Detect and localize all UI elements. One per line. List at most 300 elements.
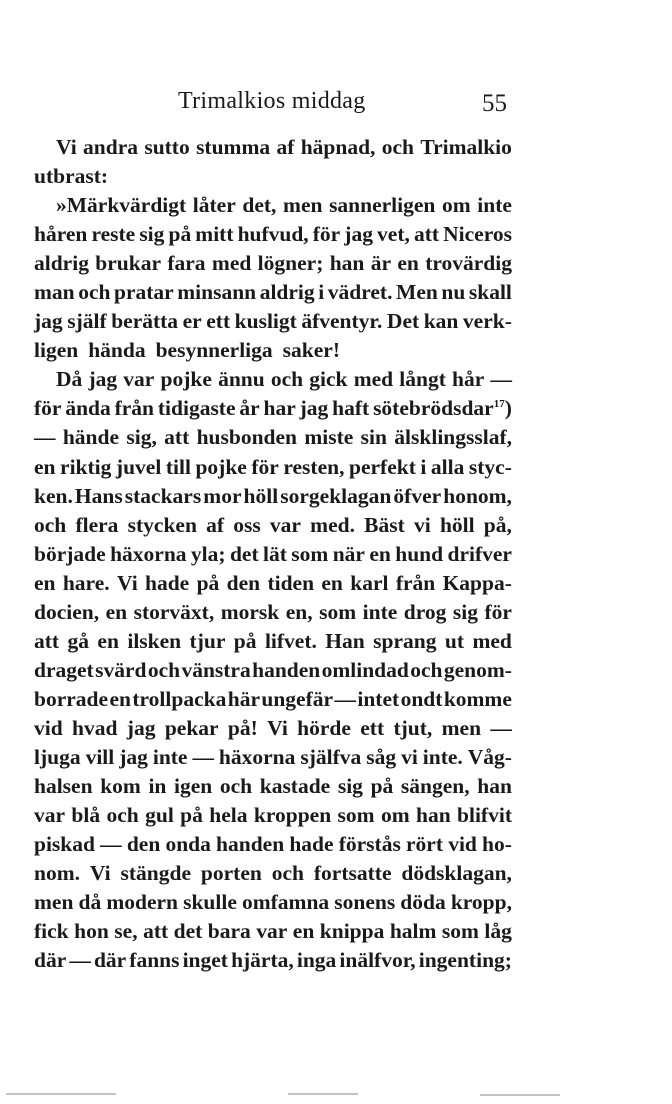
word: för xyxy=(484,599,512,624)
word: älsklingsslaf, xyxy=(394,425,512,450)
word: haft xyxy=(332,396,370,421)
word: storväxt, xyxy=(133,599,215,624)
word: lät xyxy=(263,541,287,566)
word: svärd xyxy=(95,657,147,682)
word: fick xyxy=(34,919,69,944)
word: en xyxy=(109,686,131,711)
word: mitt xyxy=(195,222,234,247)
text-line xyxy=(34,917,512,946)
word: att xyxy=(413,222,440,247)
word: om xyxy=(380,803,410,828)
word: honom, xyxy=(443,483,512,508)
word: och xyxy=(270,367,304,392)
word: en xyxy=(34,570,56,595)
word: själf xyxy=(67,309,107,334)
word: inte xyxy=(362,599,398,624)
word: docien, xyxy=(34,599,100,624)
word: som xyxy=(319,599,357,624)
word: se, xyxy=(114,919,138,944)
word: bara xyxy=(207,919,251,944)
word: intet xyxy=(357,686,400,711)
word: i xyxy=(318,280,325,305)
word: aldrig xyxy=(34,251,89,276)
word: — xyxy=(490,367,512,392)
word: er xyxy=(182,309,202,334)
word: för xyxy=(34,396,62,421)
word: på xyxy=(370,774,394,799)
word: den xyxy=(126,832,161,857)
word: modern xyxy=(106,890,178,915)
word: oss xyxy=(233,512,261,537)
word: en, xyxy=(285,599,313,624)
scan-speck xyxy=(6,1093,116,1095)
word: dödsklagan, xyxy=(401,861,512,886)
word: döda xyxy=(400,890,446,915)
word: tiden xyxy=(267,570,315,595)
word: att xyxy=(164,425,190,450)
word: vid xyxy=(34,715,63,740)
word: vi xyxy=(414,512,431,537)
word: blifvit xyxy=(457,803,512,828)
word: reste xyxy=(91,222,136,247)
word: pojke xyxy=(160,367,212,392)
word: som xyxy=(291,541,329,566)
word: vädret. xyxy=(327,280,393,305)
word: det xyxy=(229,541,259,566)
word: ungefär xyxy=(261,686,334,711)
word: förstås xyxy=(338,832,401,857)
text-line xyxy=(34,307,512,336)
word: långt xyxy=(399,367,446,392)
word: af xyxy=(206,512,225,537)
word: tidigaste xyxy=(157,396,236,421)
word: Det xyxy=(386,309,420,334)
word: med xyxy=(211,251,252,276)
word: porten xyxy=(200,861,262,886)
word: ut xyxy=(444,628,465,653)
word: år xyxy=(239,396,260,421)
word: när xyxy=(332,541,365,566)
word: där xyxy=(34,948,67,973)
word: pekar xyxy=(164,715,219,740)
word: utbrast: xyxy=(34,164,109,189)
word: besynnerliga xyxy=(155,338,273,363)
word: karl xyxy=(350,570,389,595)
word: fara xyxy=(167,251,206,276)
word: med. xyxy=(310,512,355,537)
word: sorgeklagan xyxy=(280,483,392,508)
word: en xyxy=(397,251,419,276)
word: där xyxy=(93,948,127,973)
word: Kappa- xyxy=(442,570,512,595)
word: yla; xyxy=(190,541,226,566)
text-line xyxy=(34,888,512,917)
word: Vi xyxy=(116,570,138,595)
word: ett xyxy=(360,715,385,740)
word: aldrig xyxy=(259,280,315,305)
word: stackars xyxy=(124,483,202,508)
word: och xyxy=(78,280,111,305)
word: stängde xyxy=(120,861,191,886)
word: inga xyxy=(296,948,337,973)
word: Hans xyxy=(74,483,123,508)
word: då xyxy=(78,890,102,915)
word: hon xyxy=(74,919,109,944)
word: genom- xyxy=(443,657,512,682)
word: på xyxy=(233,628,257,653)
word: gul xyxy=(145,803,174,828)
word: till xyxy=(165,454,191,479)
word: jag xyxy=(299,396,329,421)
word: omfamna xyxy=(241,890,330,915)
word: häxorna xyxy=(218,744,296,769)
word: flera xyxy=(75,512,119,537)
word: halm xyxy=(389,919,437,944)
word: och xyxy=(34,512,67,537)
word: på xyxy=(196,570,220,595)
word: drifver xyxy=(447,541,512,566)
word: Vi xyxy=(56,135,77,159)
text-line xyxy=(34,801,512,830)
word: man xyxy=(34,280,75,305)
word: sig, xyxy=(126,425,157,450)
word: sig xyxy=(452,599,479,624)
word: och xyxy=(147,657,181,682)
word: öfver xyxy=(393,483,442,508)
word: hund xyxy=(395,541,444,566)
word: håren xyxy=(34,222,88,247)
text-line xyxy=(34,859,512,888)
word: var xyxy=(34,803,66,828)
word: vill xyxy=(85,744,115,769)
text-line xyxy=(34,569,512,598)
word: ho- xyxy=(482,832,512,857)
word: ilsken xyxy=(127,628,182,653)
word: onda xyxy=(165,832,211,857)
word: piskad xyxy=(34,832,95,857)
word: var xyxy=(123,367,155,392)
word: vänstra xyxy=(181,657,251,682)
word: sin xyxy=(360,425,387,450)
word: Våg- xyxy=(467,744,512,769)
word: tjut, xyxy=(393,715,433,740)
word: om xyxy=(442,193,471,218)
word: en xyxy=(292,919,315,944)
text-line xyxy=(34,656,512,685)
text-line xyxy=(34,453,512,482)
word: rört xyxy=(406,832,444,857)
word: alla xyxy=(430,454,465,479)
word: hände xyxy=(62,425,120,450)
word: — xyxy=(334,686,356,711)
word: trollpacka xyxy=(132,686,227,711)
word: in xyxy=(148,774,167,799)
text-line xyxy=(34,220,512,249)
word: att xyxy=(34,628,60,653)
word: för xyxy=(312,222,341,247)
word: jag xyxy=(88,367,118,392)
word: höll xyxy=(439,512,475,537)
word: själfva xyxy=(300,744,362,769)
word: omlindad xyxy=(321,657,409,682)
word: af xyxy=(276,135,295,159)
word: — xyxy=(100,832,122,857)
word: draget xyxy=(34,657,94,682)
text-line xyxy=(34,511,512,540)
word: kan xyxy=(423,309,459,334)
word: men xyxy=(283,193,323,218)
word: kroppen xyxy=(253,803,332,828)
word: hända xyxy=(88,338,146,363)
word: var xyxy=(269,512,301,537)
word: borrade xyxy=(34,686,109,711)
word: låg xyxy=(484,919,512,944)
word: sängen, xyxy=(400,774,470,799)
word: inte. xyxy=(422,744,463,769)
scan-speck xyxy=(288,1093,358,1095)
word: på xyxy=(168,222,192,247)
word: här xyxy=(227,686,260,711)
word: riktig xyxy=(60,454,112,479)
word: miste xyxy=(304,425,354,450)
word: det xyxy=(173,919,203,944)
text-line xyxy=(34,598,512,627)
word: — xyxy=(69,948,91,973)
word: halsen xyxy=(34,774,93,799)
word: sonens xyxy=(334,890,396,915)
word: inte xyxy=(152,744,188,769)
text-line xyxy=(34,249,512,278)
word: husbonden xyxy=(196,425,297,450)
text-line xyxy=(34,946,512,975)
word: mor xyxy=(203,483,242,508)
text-line xyxy=(34,278,512,307)
word: var xyxy=(256,919,288,944)
word: en xyxy=(321,570,343,595)
word: saker! xyxy=(282,338,340,363)
word: han xyxy=(477,774,512,799)
word: trovärdig xyxy=(425,251,512,276)
word: kom xyxy=(100,774,141,799)
word: inte xyxy=(477,193,512,218)
word: nu xyxy=(441,280,466,305)
word: han xyxy=(415,803,451,828)
text-line xyxy=(34,830,512,859)
word: jag xyxy=(34,309,63,334)
word: jag xyxy=(344,222,373,247)
word: sig xyxy=(139,222,165,247)
word: hela xyxy=(209,803,248,828)
word: vet, xyxy=(377,222,410,247)
word: pojke xyxy=(195,454,247,479)
word: för xyxy=(251,454,279,479)
word: igen xyxy=(174,774,213,799)
word: med xyxy=(353,367,394,392)
word: kropp, xyxy=(450,890,512,915)
word: häxorna xyxy=(110,541,187,566)
word: med xyxy=(472,628,512,653)
word: gå xyxy=(67,628,89,653)
word: sprang xyxy=(373,628,437,653)
word: kusligt xyxy=(234,309,297,334)
word: Bäst xyxy=(364,512,405,537)
word: en xyxy=(369,541,391,566)
word: vid xyxy=(448,832,477,857)
word: fortsatte xyxy=(313,861,392,886)
word: som xyxy=(441,919,479,944)
word: ännu xyxy=(218,367,265,392)
word: från xyxy=(395,570,436,595)
word: häpnad, xyxy=(300,135,376,159)
word: jag xyxy=(119,744,148,769)
word: handen xyxy=(216,832,285,857)
word: och xyxy=(219,774,253,799)
word: men xyxy=(441,715,482,740)
word: såg xyxy=(366,744,397,769)
word: tjur xyxy=(189,628,226,653)
word: nom. xyxy=(34,861,80,886)
word: skall xyxy=(468,280,512,305)
word: hade xyxy=(289,832,334,857)
word: den xyxy=(226,570,261,595)
word: att xyxy=(143,919,169,944)
word: stumma xyxy=(196,135,271,159)
word: brukar xyxy=(95,251,162,276)
scan-speck xyxy=(480,1094,560,1096)
text-line xyxy=(34,772,512,801)
word: berätta xyxy=(111,309,179,334)
word: vi xyxy=(401,744,418,769)
text-line xyxy=(34,540,512,569)
word: Vi xyxy=(267,715,288,740)
word: Niceros xyxy=(443,222,512,247)
word: hufvud, xyxy=(237,222,309,247)
word: ondt xyxy=(400,686,443,711)
word: drog xyxy=(403,599,447,624)
text-line xyxy=(34,685,512,714)
text-line xyxy=(34,365,512,394)
word: ett xyxy=(206,309,231,334)
word: och xyxy=(271,861,304,886)
word: på! xyxy=(227,715,258,740)
text-line xyxy=(34,191,512,220)
word: en xyxy=(105,599,128,624)
text-line xyxy=(34,743,512,772)
word: kastade xyxy=(259,774,331,799)
word: lifvet. xyxy=(264,628,317,653)
word: stycken xyxy=(127,512,197,537)
word: har xyxy=(263,396,296,421)
word: perfekt xyxy=(349,454,416,479)
word: Men xyxy=(396,280,438,305)
running-title: Trimalkios middag xyxy=(178,88,366,114)
word: — xyxy=(34,425,56,450)
word: juvel xyxy=(115,454,162,479)
word: höll xyxy=(243,483,279,508)
word: hade xyxy=(145,570,190,595)
word: verk- xyxy=(462,309,512,334)
body-text xyxy=(34,133,512,975)
word: Han xyxy=(325,628,365,653)
text-line xyxy=(34,627,512,656)
word: blå xyxy=(71,803,101,828)
word: sötebrödsdar$^{17}$) xyxy=(373,396,512,421)
word: — xyxy=(490,715,512,740)
word: hår xyxy=(452,367,485,392)
word: inälfvor, xyxy=(339,948,416,973)
word: men xyxy=(34,890,74,915)
word: började xyxy=(34,541,106,566)
word: knippa xyxy=(319,919,385,944)
word: — xyxy=(192,744,214,769)
word: styc- xyxy=(468,454,512,479)
word: det, xyxy=(242,193,277,218)
word: hörde xyxy=(297,715,351,740)
word: är xyxy=(370,251,392,276)
word: gick xyxy=(309,367,348,392)
word: andra xyxy=(83,135,138,159)
word: Då xyxy=(56,367,83,392)
word: morsk xyxy=(220,599,280,624)
word: och xyxy=(410,657,443,682)
word: på, xyxy=(483,512,512,537)
word: en xyxy=(97,628,119,653)
word: minsann xyxy=(177,280,257,305)
word: ända xyxy=(65,396,111,421)
word: äfventyr. xyxy=(301,309,383,334)
word: en xyxy=(34,454,56,479)
text-line xyxy=(34,714,512,743)
word: ligen xyxy=(34,338,79,363)
text-line xyxy=(34,394,512,423)
word: och xyxy=(381,135,414,159)
word: och xyxy=(106,803,139,828)
word: inget xyxy=(182,948,228,973)
word: sutto xyxy=(144,135,190,159)
word: på xyxy=(180,803,203,828)
word: som xyxy=(337,803,375,828)
word: Trimalkio xyxy=(420,135,512,159)
word: handen xyxy=(252,657,321,682)
word: ken. xyxy=(34,483,73,508)
word: hvad xyxy=(72,715,118,740)
page-number: 55 xyxy=(482,90,507,117)
word: ingenting; xyxy=(418,948,512,973)
text-line xyxy=(34,336,512,365)
word: »Märkvärdigt xyxy=(56,193,187,218)
word: låter xyxy=(192,193,236,218)
word: Vi xyxy=(89,861,111,886)
word: sannerligen xyxy=(329,193,436,218)
word: hjärta, xyxy=(231,948,294,973)
word: från xyxy=(114,396,155,421)
word: skulle xyxy=(183,890,237,915)
running-head xyxy=(0,88,672,120)
word: lögner; xyxy=(257,251,324,276)
word: jag xyxy=(126,715,156,740)
text-line xyxy=(34,133,512,162)
word: han xyxy=(329,251,365,276)
text-line xyxy=(34,423,512,452)
text-line xyxy=(34,162,512,191)
word: komme xyxy=(443,686,512,711)
word: sig xyxy=(337,774,363,799)
text-line xyxy=(34,482,512,511)
word: pratar xyxy=(114,280,174,305)
footnote-marker: 17 xyxy=(493,398,505,411)
word: i xyxy=(420,454,427,479)
word: resten, xyxy=(283,454,345,479)
